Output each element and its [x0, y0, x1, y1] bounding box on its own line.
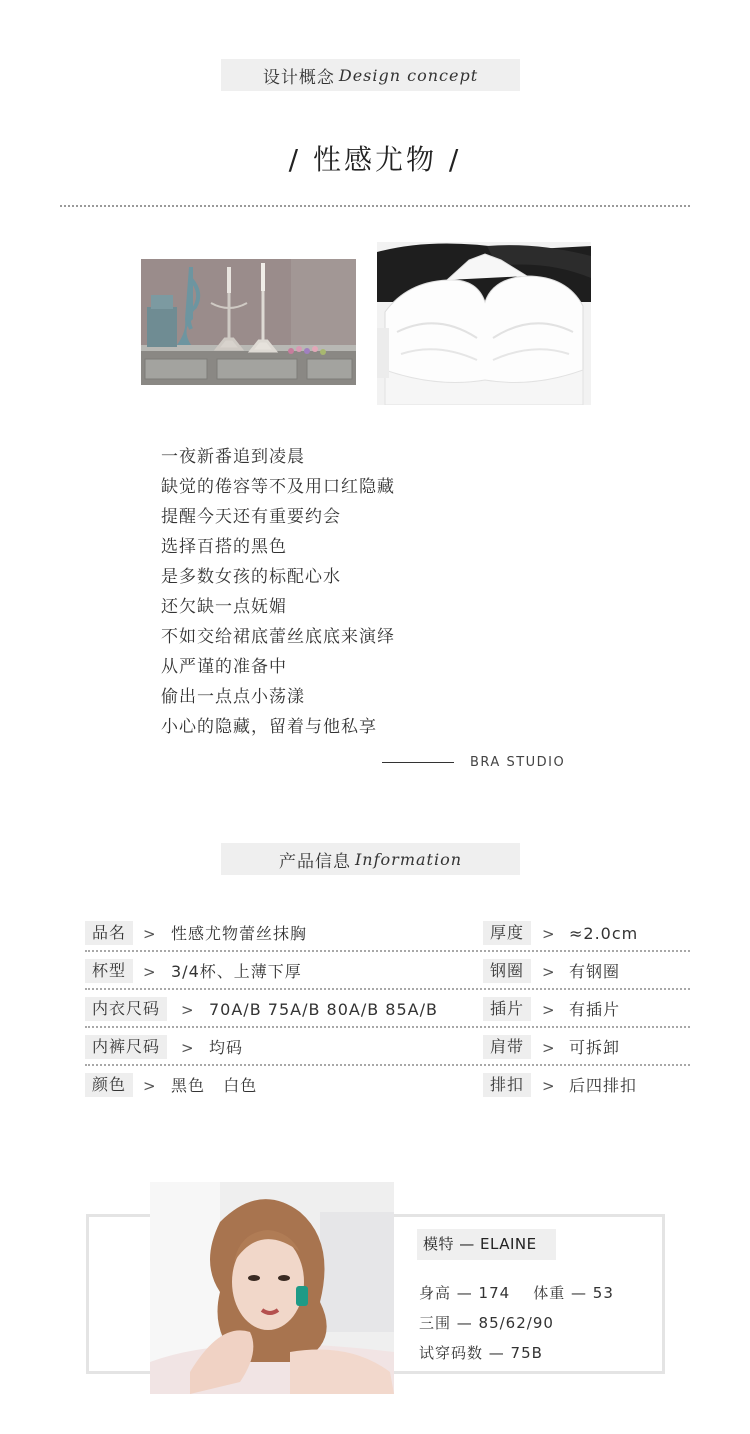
chevron-right-icon: >: [542, 1077, 555, 1095]
row-value: 性感尤物蕾丝抹胸: [171, 924, 308, 943]
poem-line: 选择百搭的黑色: [161, 537, 287, 557]
chevron-right-icon: >: [542, 925, 555, 943]
model-portrait-drawing: [150, 1182, 394, 1394]
model-photo: [150, 1182, 394, 1394]
model-stat-height-weight: 身高 — 174 体重 — 53: [419, 1284, 614, 1302]
information-label: [221, 843, 520, 875]
row-label: 内衣尺码: [85, 997, 167, 1021]
table-row: [85, 997, 690, 1023]
row-label: 插片: [483, 997, 531, 1021]
row-value: 70A/B 75A/B 80A/B 85A/B: [209, 1000, 438, 1019]
lace-bra-image: [377, 242, 591, 405]
design-concept-label-cn: 设计概念: [262, 67, 335, 88]
row-value: ≈2.0cm: [569, 924, 639, 943]
chevron-right-icon: >: [542, 963, 555, 981]
poem-line: 还欠缺一点妩媚: [161, 597, 287, 617]
row-label: 钢圈: [483, 959, 531, 983]
row-divider: [85, 1026, 690, 1028]
signature: BRA STUDIO: [470, 755, 566, 770]
table-row: [85, 921, 690, 947]
poem-line: 小心的隐藏，留着与他私享: [161, 717, 377, 737]
row-divider: [85, 950, 690, 952]
page-title: / 性感尤物 /: [288, 143, 462, 176]
poem-line: 偷出一点点小荡漾: [161, 687, 305, 707]
row-label: 内裤尺码: [85, 1035, 167, 1059]
row-label: 厚度: [483, 921, 531, 945]
information-label-cn: 产品信息: [278, 851, 351, 872]
row-label: 杯型: [85, 959, 133, 983]
design-concept-label: [221, 59, 520, 91]
dotted-divider: [60, 205, 690, 207]
row-value: 可拆卸: [569, 1038, 621, 1057]
poem-line: 一夜新番追到凌晨: [161, 447, 305, 467]
candle-scene-image: [141, 259, 356, 385]
design-concept-label-en: Design concept: [338, 65, 479, 85]
chevron-right-icon: >: [143, 1077, 156, 1095]
chevron-right-icon: >: [542, 1001, 555, 1019]
row-value: 有钢圈: [569, 962, 621, 981]
table-row: [85, 1035, 690, 1061]
lace-bra-drawing: [377, 242, 591, 405]
model-stat-measurements: 三围 — 85/62/90: [419, 1314, 554, 1332]
chevron-right-icon: >: [181, 1001, 194, 1019]
signature-rule: [382, 762, 454, 763]
row-label: 肩带: [483, 1035, 531, 1059]
row-value: 均码: [209, 1038, 244, 1057]
information-label-en: Information: [354, 849, 463, 869]
row-divider: [85, 1064, 690, 1066]
poem-line: 从严谨的准备中: [161, 657, 287, 677]
table-row: [85, 959, 690, 985]
model-stat-fit-size: 试穿码数 — 75B: [419, 1344, 543, 1362]
row-label: 品名: [85, 921, 133, 945]
chevron-right-icon: >: [143, 925, 156, 943]
poem-line: 提醒今天还有重要约会: [161, 507, 341, 527]
model-name: 模特 — ELAINE: [417, 1229, 556, 1260]
row-value: 黑色 白色: [171, 1076, 258, 1095]
row-label: 排扣: [483, 1073, 531, 1097]
poem-block: [161, 442, 561, 742]
chevron-right-icon: >: [143, 963, 156, 981]
row-value: 有插片: [569, 1000, 621, 1019]
chevron-right-icon: >: [542, 1039, 555, 1057]
row-value: 后四排扣: [569, 1076, 638, 1095]
row-value: 3/4杯、上薄下厚: [171, 962, 302, 981]
table-row: [85, 1073, 690, 1099]
row-label: 颜色: [85, 1073, 133, 1097]
poem-line: 缺觉的倦容等不及用口红隐藏: [161, 477, 395, 497]
row-divider: [85, 988, 690, 990]
poem-line: 是多数女孩的标配心水: [161, 567, 341, 587]
poem-line: 不如交给裙底蕾丝底底来演绎: [161, 627, 395, 647]
chevron-right-icon: >: [181, 1039, 194, 1057]
candle-scene-drawing: [141, 259, 356, 385]
